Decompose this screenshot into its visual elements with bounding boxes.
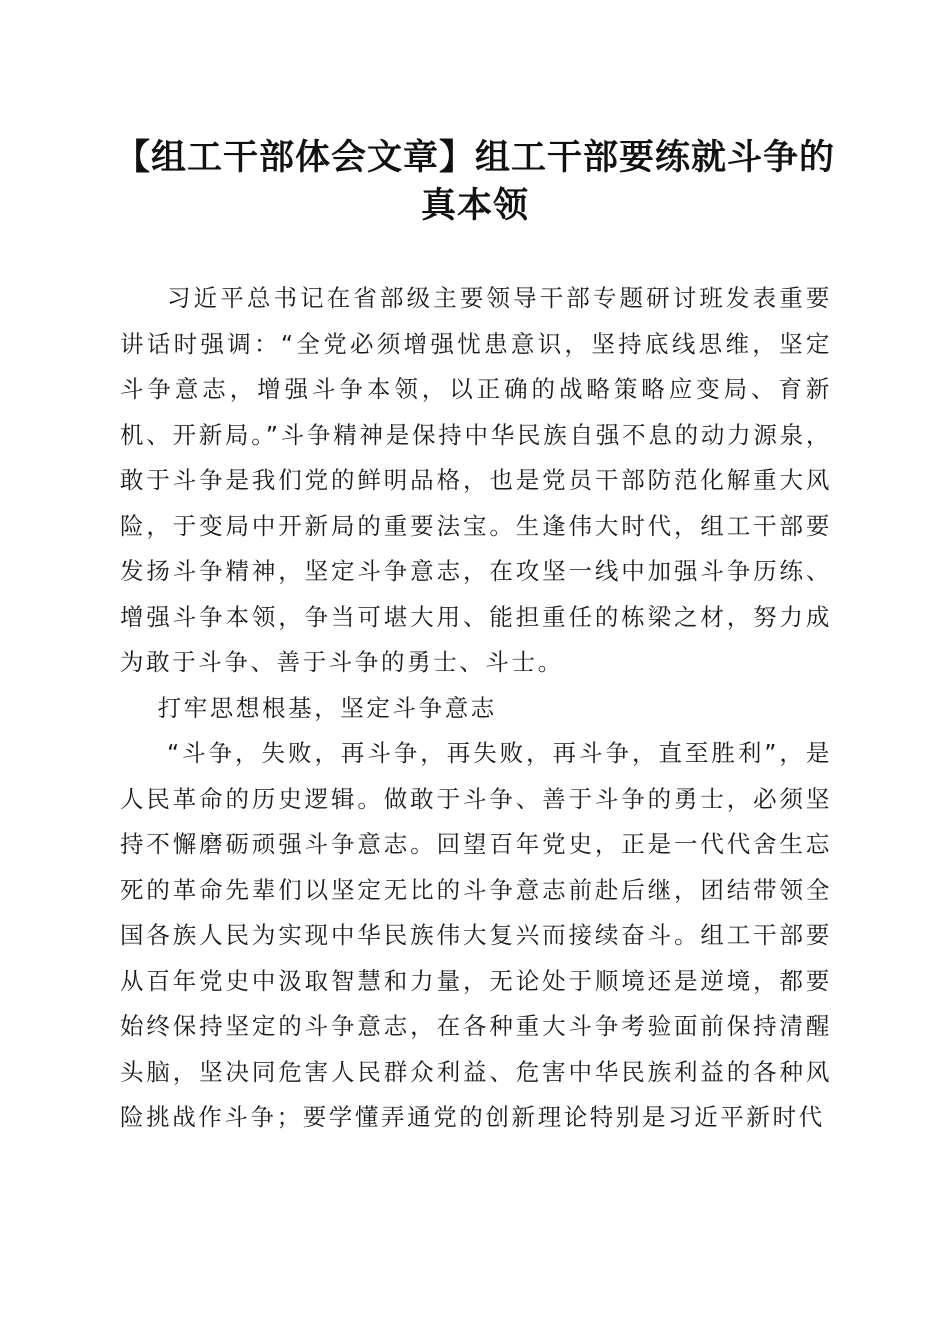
document-title: 【组工干部体会文章】组工干部要练就斗争的真本领 xyxy=(114,137,835,226)
document-body xyxy=(120,276,832,1141)
paragraph-intro: 习近平总书记在省部级主要领导干部专题研讨班发表重要讲话时强调：“全党必须增强忧患意识，坚持底线思维，坚定斗争意志，增强斗争本领，以正确的战略策略应变局、育新机、开新局。”斗争精神是保持中华民族自强不息的动力源泉，敢于斗争是我们党的鲜明品格，也是党员干部防范化解重大风险，于变局中开新局的重要法宝。生逢伟大时代，组工干部要发扬斗争精神，坚定斗争意志，在攻坚一线中加强斗争历练、增强斗争本领，争当可堪大用、能担重任的栋梁之材，努力成为敢于斗争、善于斗争的勇士、斗士。 xyxy=(120,284,832,676)
section-heading: 打牢思想根基，坚定斗争意志 xyxy=(157,693,497,722)
paragraph-struggle-will: “斗争，失败，再斗争，再失败，再斗争，直至胜利”，是人民革命的历史逻辑。做敢于斗争、善于斗争的勇士，必须坚持不懈磨砺顽强斗争意志。回望百年党史，正是一代代舍生忘死的革命先辈们以坚定无比的斗争意志前赴后继，团结带领全国各族人民为实现中华民族伟大复兴而接续奋斗。组工干部要从百年党史中汲取智慧和力量，无论处于顺境还是逆境，都要始终保持坚定的斗争意志，在各种重大斗争考验面前保持清醒头脑，坚决同危害人民群众利益、危害中华民族利益的各种风险挑战作斗争；要学懂弄通党的创新理论特别是习近平新时代 xyxy=(120,739,832,1131)
